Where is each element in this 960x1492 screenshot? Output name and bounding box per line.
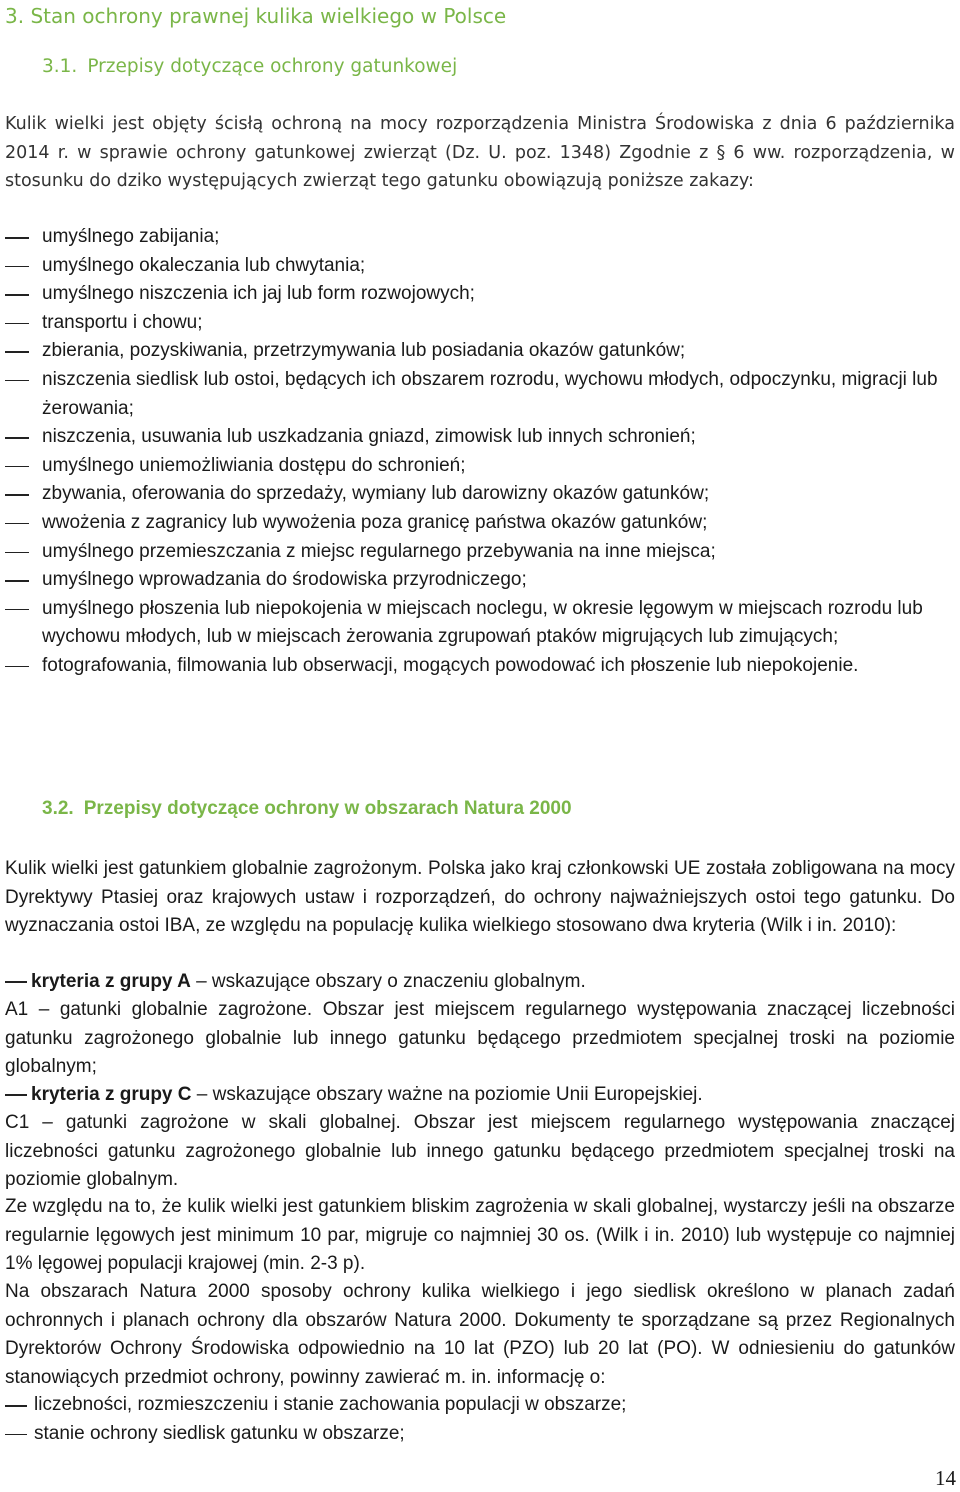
subsection-title: Przepisy dotyczące ochrony w obszarach Natura 2000 (83, 798, 572, 819)
dash-bullet (5, 380, 29, 382)
list-item: umyślnego przemieszczania z miejsc regularnego przebywania na inne miejsca; (5, 538, 955, 567)
list-item: zbywania, oferowania do sprzedaży, wymiany lub darowizny okazów gatunków; (5, 480, 955, 509)
criteria-a1-paragraph: A1 – gatunki globalnie zagrożone. Obszar jest miejscem regularnego występowania znaczącej liczebności gatunku zagrożonego globalnie lub innego gatunku będącego przedmiotem specjalnej troski na poziomie globalnym; (5, 999, 955, 1077)
list-item: stanie ochrony siedlisk gatunku w obszarze; (5, 1420, 955, 1449)
list-item: umyślnego niszczenia ich jaj lub form rozwojowych; (5, 280, 955, 309)
list-item: umyślnego uniemożliwiania dostępu do schronień; (5, 452, 955, 481)
natura-paragraph-2: Ze względu na to, że kulik wielki jest gatunkiem bliskim zagrożenia w skali globalnej, wystarczy jeśli na obszarze regularnie lęgowych jest minimum 10 par, migruje co najmniej 30 os. (Wilk i in. 2010) lub występuje co najmniej 1% lęgowej populacji krajowej (min. 2-3 p). (5, 1196, 955, 1274)
list-item: fotografowania, filmowania lub obserwacji, mogących powodować ich płoszenie lub niepokojenie. (5, 652, 955, 681)
list-item: umyślnego wprowadzania do środowiska przyrodniczego; (5, 566, 955, 595)
dash-bullet (5, 266, 29, 268)
section-title: Stan ochrony prawnej kulika wielkiego w Polsce (30, 4, 507, 28)
criteria-c1-paragraph: C1 – gatunki zagrożone w skali globalnej. Obszar jest miejscem regularnego występowania znaczącej liczebności gatunku zagrożonego globalnie lub innego gatunku będącego przedmiotem specjalnej troski na poziomie globalnym. (5, 1112, 955, 1190)
subsection-number: 3.2. (42, 798, 74, 819)
list-item: liczebności, rozmieszczeniu i stanie zachowania populacji w obszarze; (5, 1391, 955, 1420)
section-number: 3. (5, 4, 25, 28)
dash-bullet (5, 494, 29, 496)
dash-bullet (5, 1405, 27, 1407)
natura-paragraph-1: Kulik wielki jest gatunkiem globalnie zagrożonym. Polska jako kraj członkowski UE została zobligowana na mocy Dyrektywy Ptasiej oraz krajowych ustaw i rozporządzeń, do ochrony najważniejszych ostoi tego gatunku. Do wyznaczania ostoi IBA, ze względu na populację kulika wielkiego stosowano dwa kryteria (Wilk i in. 2010): (5, 858, 955, 936)
dash-bullet (5, 466, 29, 468)
dash-bullet (5, 666, 29, 668)
list-item: niszczenia, usuwania lub uszkadzania gniazd, zimowisk lub innych schronień; (5, 423, 955, 452)
dash-bullet (5, 437, 29, 439)
subsection-heading-3-2 (42, 798, 572, 820)
plan-contents-list (5, 1391, 955, 1448)
page-number: 14 (935, 1466, 956, 1490)
dash-bullet (5, 1434, 27, 1436)
criteria-a-line: kryteria z grupy A – wskazujące obszary o znaczeniu globalnym. (5, 968, 955, 997)
dash-bullet (5, 1094, 27, 1096)
dash-bullet (5, 552, 29, 554)
list-item: niszczenia siedlisk lub ostoi, będących ich obszarem rozrodu, wychowu młodych, odpoczynku, migracji lub żerowania; (5, 366, 955, 423)
dash-bullet (5, 580, 29, 582)
criteria-c-label: kryteria z grupy C (31, 1084, 192, 1105)
subsection-title: Przepisy dotyczące ochrony gatunkowej (87, 56, 458, 77)
subsection-heading-3-1 (42, 56, 457, 77)
list-item: transportu i chowu; (5, 309, 955, 338)
dash-bullet (5, 351, 29, 353)
dash-bullet (5, 981, 27, 983)
dash-bullet (5, 237, 29, 239)
list-item: umyślnego okaleczania lub chwytania; (5, 252, 955, 281)
dash-bullet (5, 609, 29, 611)
subsection-number: 3.1. (42, 56, 78, 77)
dash-bullet (5, 294, 29, 296)
prohibitions-list (5, 223, 955, 681)
section-heading (5, 4, 506, 28)
dash-bullet (5, 323, 29, 325)
list-item: umyślnego zabijania; (5, 223, 955, 252)
list-item: wwożenia z zagranicy lub wywożenia poza granicę państwa okazów gatunków; (5, 509, 955, 538)
list-item: umyślnego płoszenia lub niepokojenia w miejscach noclegu, w okresie lęgowym w miejscach rozrodu lub wychowu młodych, lub w miejscach żerowania zgrupowań ptaków migrujących lub zimujących; (5, 595, 955, 652)
criteria-c-line: kryteria z grupy C – wskazujące obszary ważne na poziomie Unii Europejskiej. (5, 1081, 955, 1110)
intro-paragraph: Kulik wielki jest objęty ścisłą ochroną na mocy rozporządzenia Ministra Środowiska z dnia 6 października 2014 r. w sprawie ochrony gatunkowej zwierząt (Dz. U. poz. 1348) Zgodnie z § 6 ww. rozporządzenia, w stosunku do dziko występujących zwierząt tego gatunku obowiązują poniższe zakazy: (5, 114, 955, 191)
dash-bullet (5, 523, 29, 525)
criteria-a-label: kryteria z grupy A (31, 971, 191, 992)
natura-paragraph-3: Na obszarach Natura 2000 sposoby ochrony kulika wielkiego i jego siedlisk określono w planach zadań ochronnych i planach ochrony dla obszarów Natura 2000. Dokumenty te sporządzane są przez Regionalnych Dyrektorów Ochrony Środowiska odpowiednio na 10 lat (PZO) lub 20 lat (PO). W odniesieniu do gatunków stanowiących przedmiot ochrony, powinny zawierać m. in. informację o: (5, 1281, 955, 1388)
list-item: zbierania, pozyskiwania, przetrzymywania lub posiadania okazów gatunków; (5, 337, 955, 366)
